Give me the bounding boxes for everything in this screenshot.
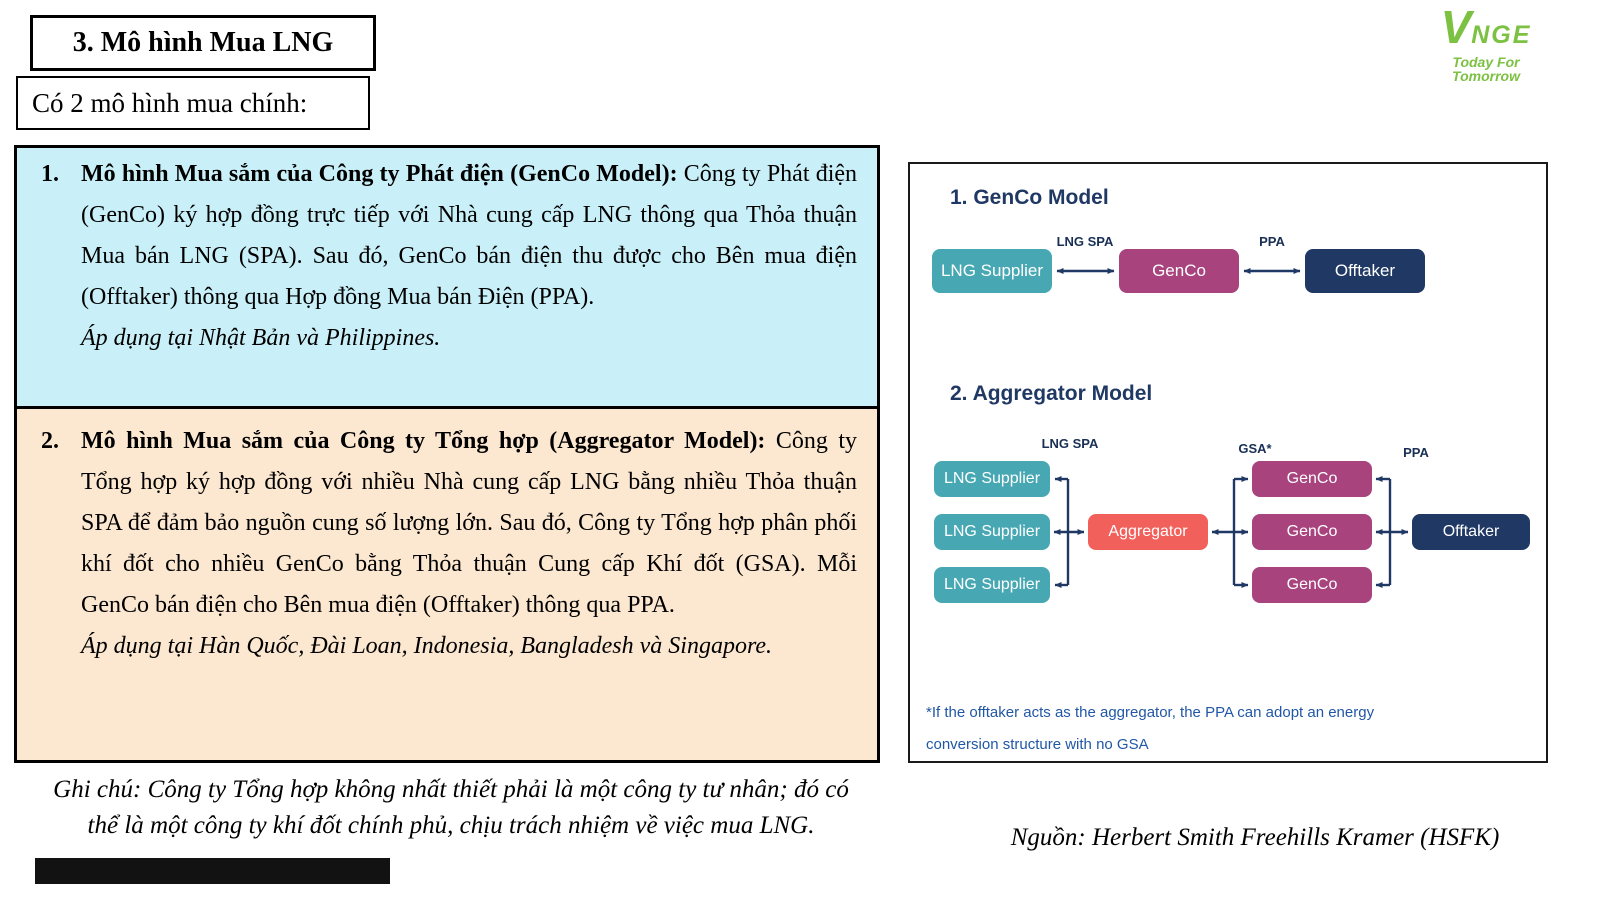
column-label-lng-spa: LNG SPA bbox=[1041, 436, 1099, 451]
column-label-ppa: PPA bbox=[1403, 445, 1429, 460]
node-lng-supplier: LNG Supplier bbox=[932, 249, 1052, 293]
item-number: 1. bbox=[41, 161, 59, 187]
node-genco: GenCo bbox=[1252, 514, 1372, 550]
edge-label-ppa: PPA bbox=[1259, 234, 1285, 249]
node-aggregator: Aggregator bbox=[1088, 514, 1208, 550]
item-heading: Mô hình Mua sắm của Công ty Phát điện (GenCo Model): bbox=[81, 161, 678, 187]
diagram-footnote-line1: *If the offtaker acts as the aggregator, the PPA can adopt an energy bbox=[926, 704, 1375, 721]
item-heading: Mô hình Mua sắm của Công ty Tổng hợp (Aggregator Model): bbox=[81, 428, 766, 454]
node-genco: GenCo bbox=[1252, 567, 1372, 603]
logo-tagline: Today For Tomorrow bbox=[1452, 54, 1520, 84]
item-paragraph bbox=[81, 154, 857, 318]
model-item-genco bbox=[17, 148, 877, 406]
item-body: Công ty Phát điện (GenCo) ký hợp đồng trực tiếp với Nhà cung cấp LNG thông qua Thỏa thuận Mua bán LNG (SPA). Sau đó, GenCo bán điện thu được cho Bên mua điện (Offtaker) thông qua Hợp đồng Mua bán Điện (PPA). bbox=[81, 161, 858, 310]
subtitle-box bbox=[16, 76, 370, 130]
node-lng-supplier: LNG Supplier bbox=[934, 514, 1050, 550]
page-title-box bbox=[30, 15, 376, 71]
column-label-gsa: GSA* bbox=[1238, 441, 1272, 456]
diagram-footnote-line2: conversion structure with no GSA bbox=[926, 736, 1149, 753]
logo-nge: NGE bbox=[1471, 21, 1532, 49]
node-lng-supplier: LNG Supplier bbox=[934, 461, 1050, 497]
subtitle: Có 2 mô hình mua chính: bbox=[32, 87, 308, 118]
aggregator-model-heading: 2. Aggregator Model bbox=[950, 382, 1153, 405]
node-genco: GenCo bbox=[1252, 461, 1372, 497]
note-text: Ghi chú: Công ty Tổng hợp không nhất thiết phải là một công ty tư nhân; đó có thể là một công ty khí đốt chính phủ, chịu trách nhiệm về việc mua LNG. bbox=[53, 776, 849, 839]
diagram-panel bbox=[908, 162, 1548, 763]
item-paragraph bbox=[81, 421, 857, 626]
model-item-aggregator bbox=[17, 406, 877, 760]
node-lng-supplier: LNG Supplier bbox=[934, 567, 1050, 603]
node-offtaker: Offtaker bbox=[1412, 514, 1530, 550]
node-genco: GenCo bbox=[1119, 249, 1239, 293]
item-number: 2. bbox=[41, 428, 59, 454]
procurement-models-table bbox=[14, 145, 880, 763]
genco-model-heading: 1. GenCo Model bbox=[950, 186, 1109, 209]
edge-label-lng-spa: LNG SPA bbox=[1056, 234, 1114, 249]
item-content bbox=[81, 154, 877, 406]
item-applies: Áp dụng tại Nhật Bản và Philippines. bbox=[81, 325, 441, 351]
source-text: Nguồn: Herbert Smith Freehills Kramer (HSFK) bbox=[1010, 824, 1500, 851]
cropped-black-bar bbox=[35, 858, 390, 884]
vnge-logo bbox=[1420, 1, 1552, 84]
item-body: Công ty Tổng hợp ký hợp đồng với nhiều Nhà cung cấp LNG bằng nhiều Thỏa thuận SPA để đảm bảo nguồn cung số lượng lớn. Sau đó, Công ty Tổng hợp phân phối khí đốt cho nhiều GenCo bằng Thỏa thuận Cung cấp Khí đốt (GSA). Mỗi GenCo bán điện cho Bên mua điện (Offtaker) thông qua PPA. bbox=[81, 428, 858, 618]
logo-wordmark bbox=[1420, 1, 1552, 53]
logo-v: V bbox=[1440, 1, 1472, 53]
item-content bbox=[81, 421, 877, 760]
page-title: 3. Mô hình Mua LNG bbox=[72, 27, 334, 58]
item-applies: Áp dụng tại Hàn Quốc, Đài Loan, Indonesia, Bangladesh và Singapore. bbox=[81, 633, 773, 659]
node-offtaker: Offtaker bbox=[1305, 249, 1425, 293]
